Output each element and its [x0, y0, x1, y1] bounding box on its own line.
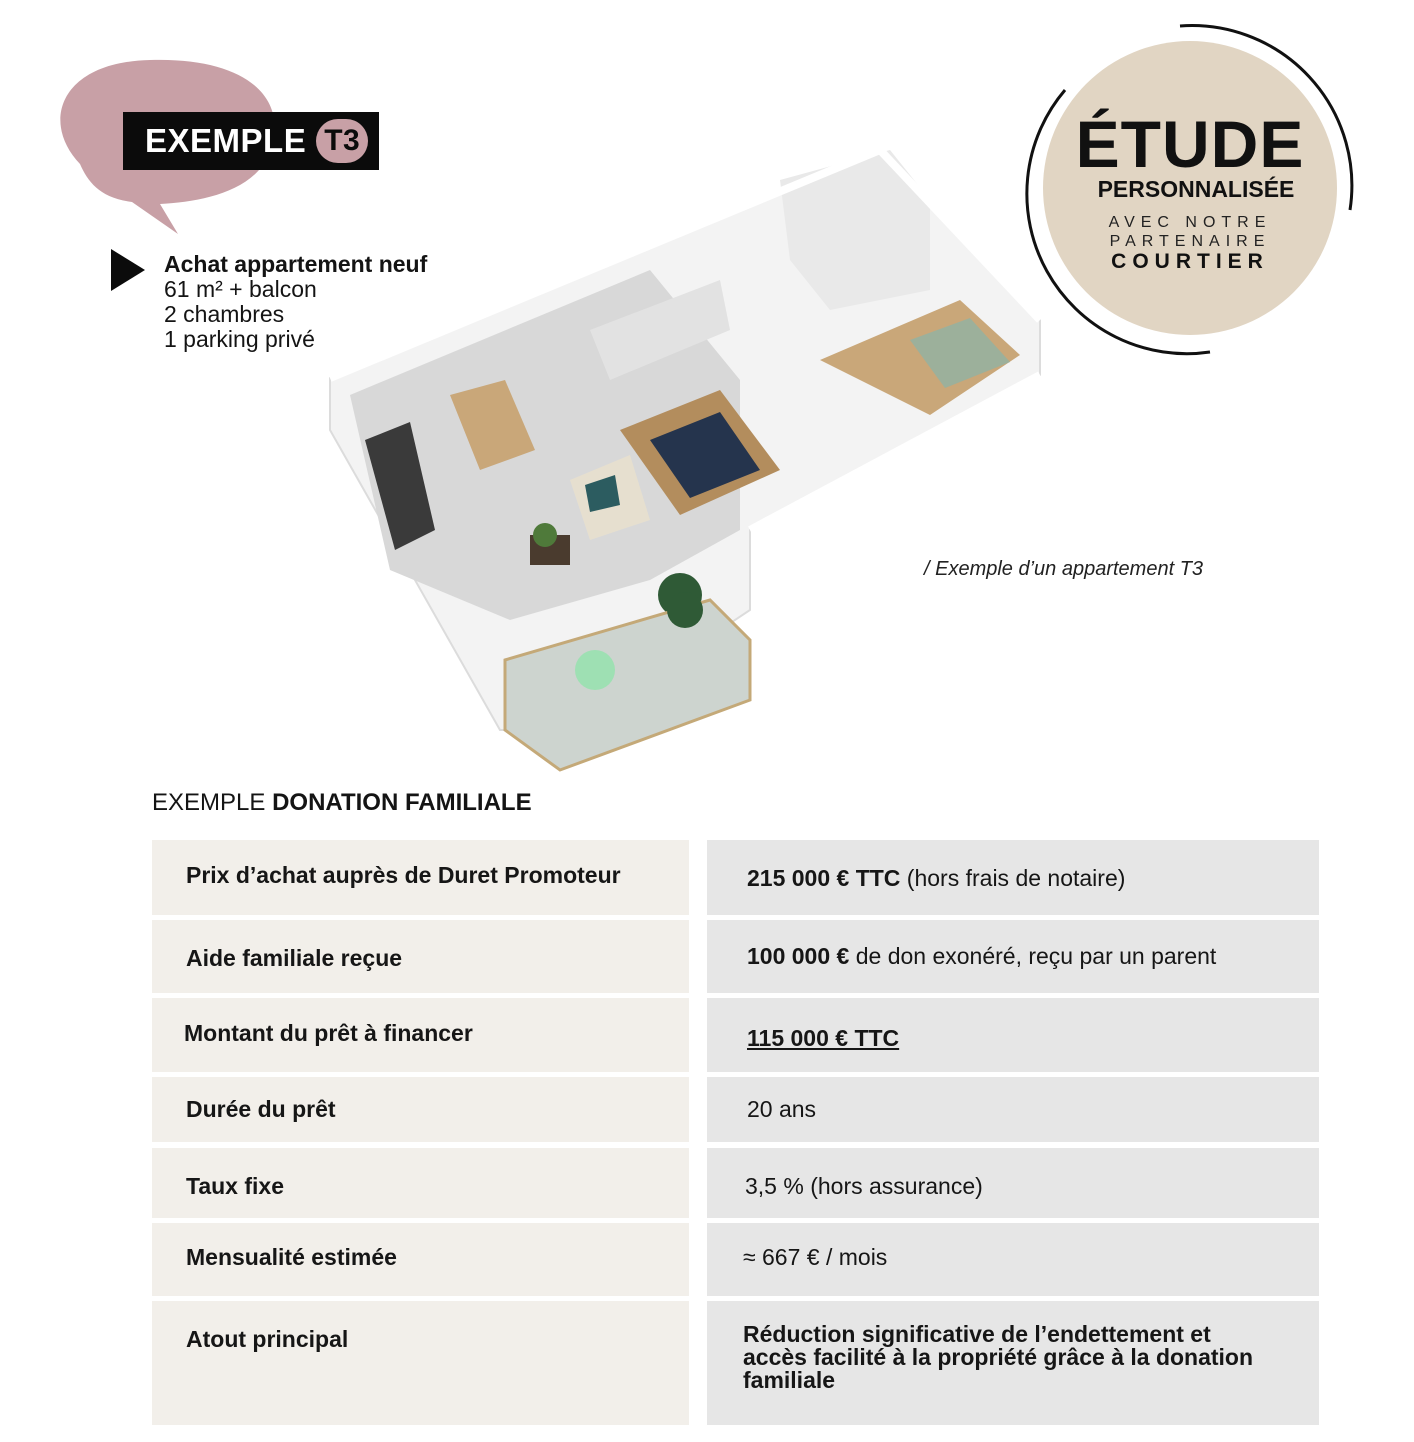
badge-tag: T3: [316, 119, 368, 163]
table-row-value: [707, 1077, 1319, 1142]
apartment-line-surface: 61 m² + balcon: [164, 276, 317, 302]
table-row-value: [707, 840, 1319, 915]
apartment-line-rooms: 2 chambres: [164, 301, 285, 327]
value-bold: Réduction significative de l’endettement et accès facilité à la propriété grâce à la donation familiale: [743, 1321, 1254, 1393]
table-row-value: [707, 1301, 1319, 1425]
value-bold: 100 000 €: [747, 943, 850, 969]
badge-prefix: EXEMPLE: [145, 122, 307, 159]
value-bold: 215 000 € TTC: [747, 865, 901, 891]
table-row-label: Prix d’achat auprès de Duret Promoteur: [152, 840, 689, 915]
plan-caption: / Exemple d’un appartement T3: [924, 558, 1204, 580]
apartment-line-parking: 1 parking privé: [164, 326, 315, 352]
table-row-label: Montant du prêt à financer: [152, 998, 689, 1072]
table-row-value: [707, 998, 1319, 1072]
value-rest: de don exonéré, reçu par un parent: [849, 943, 1217, 969]
table-row-label: Taux fixe: [152, 1148, 689, 1218]
value-rest: (hors frais de notaire): [900, 865, 1126, 891]
table-row-value: [707, 920, 1319, 993]
play-icon: [111, 249, 145, 291]
table-row-label: Atout principal: [152, 1301, 689, 1425]
value-rest: 20 ans: [747, 1096, 817, 1122]
table-row-label: Mensualité estimée: [152, 1223, 689, 1296]
value-bold-underlined: 115 000 € TTC: [747, 1025, 900, 1051]
floor-plan-illustration: [320, 140, 1060, 780]
table-row-label: Durée du prêt: [152, 1077, 689, 1142]
table-row-value: [707, 1148, 1319, 1218]
apartment-heading: Achat appartement neuf: [164, 251, 428, 277]
section-title: [152, 789, 532, 817]
etude-title: ÉTUDE: [1075, 107, 1305, 181]
value-rest: ≈ 667 € / mois: [743, 1244, 888, 1270]
section-title-main: DONATION FAMILIALE: [272, 789, 532, 816]
etude-line-1: AVEC NOTRE: [1108, 214, 1272, 231]
etude-line-3: COURTIER: [1111, 250, 1269, 273]
table-row-label: Aide familiale reçue: [152, 920, 689, 993]
value-rest: 3,5 % (hors assurance): [745, 1173, 983, 1199]
etude-line-2: PARTENAIRE: [1109, 233, 1271, 250]
section-title-prefix: EXEMPLE: [152, 789, 266, 816]
etude-subtitle: PERSONNALISÉE: [1097, 176, 1295, 202]
table-row-value: [707, 1223, 1319, 1296]
